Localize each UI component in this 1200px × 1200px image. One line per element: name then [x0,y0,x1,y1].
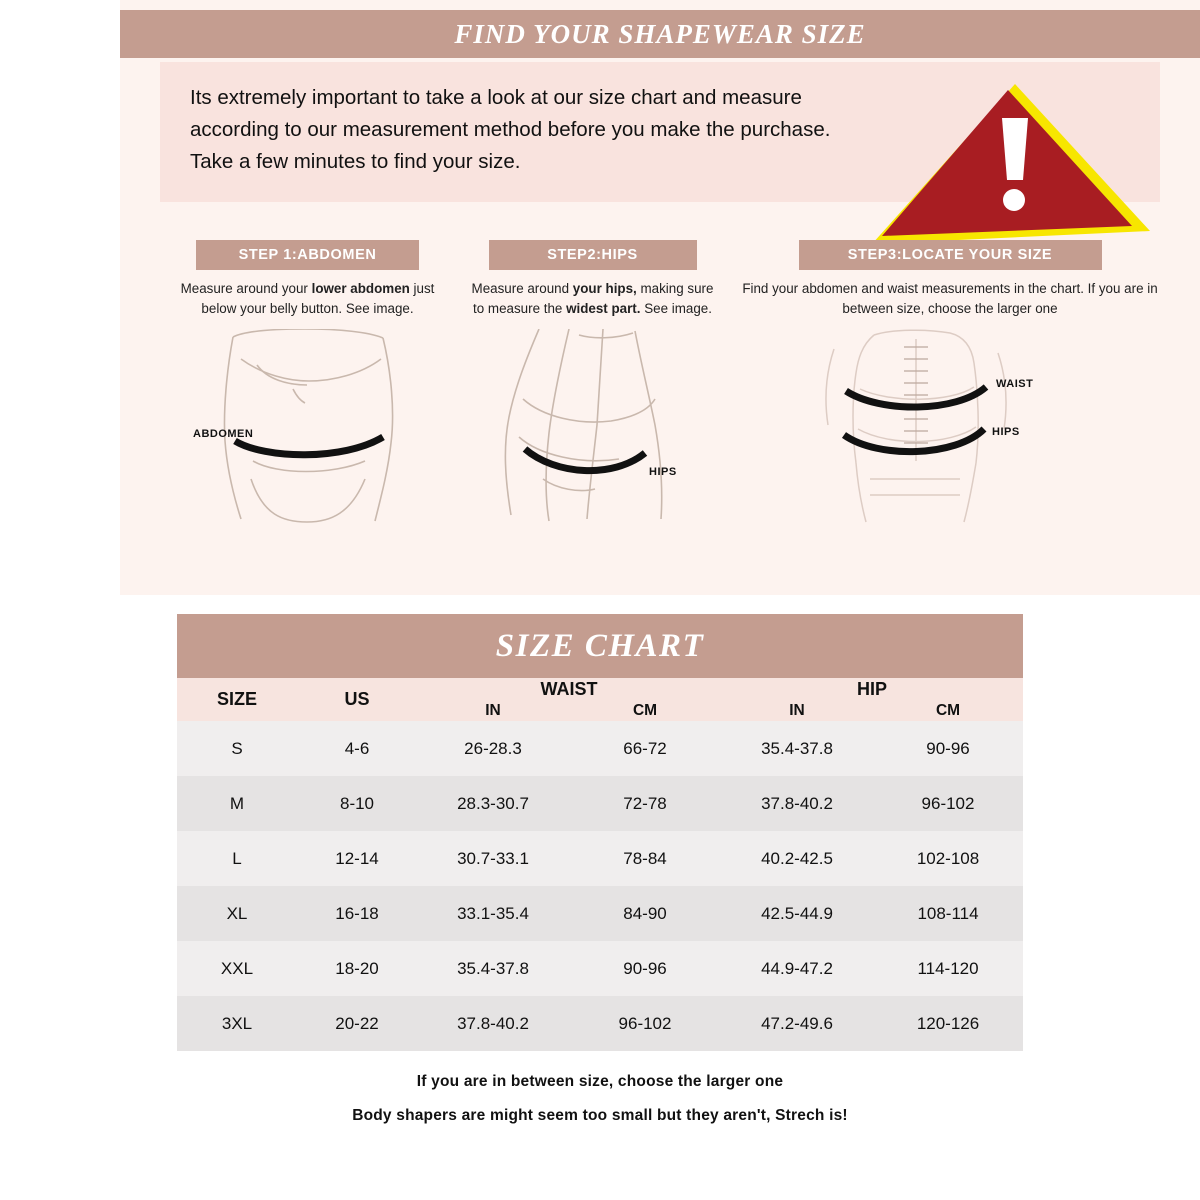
header-hip-cm: CM [873,701,1023,721]
cell-hip-in: 37.8-40.2 [721,776,873,831]
step-2-text-c: See image. [640,301,712,316]
table-row [177,941,1023,996]
step-3-heading: STEP3:LOCATE YOUR SIZE [799,240,1102,270]
cell-us: 4-6 [297,721,417,776]
size-chart-title-bar [177,614,1023,678]
cell-hip-in: 35.4-37.8 [721,721,873,776]
shapewear-body-illustration [800,329,1100,524]
step-3-figure-label-waist: WAIST [996,378,1034,390]
footnote-2: Body shapers are might seem too small but they aren't, Strech is! [352,1107,848,1124]
step-2-text-b: making sure to measure the [473,281,714,316]
torso-abdomen-illustration [193,329,423,524]
intro-box [160,62,1160,202]
size-chart-title: SIZE CHART [495,627,705,664]
header-waist: WAIST [417,678,721,701]
cell-us: 8-10 [297,776,417,831]
intro-text: Its extremely important to take a look at our size chart and measure according to our measurement method before you make the purchase. Take a few minutes to find your size. [190,86,831,173]
step-1-figure-label: ABDOMEN [192,428,253,440]
cell-size: XXL [177,941,297,996]
step-1 [170,240,445,524]
steps-section [160,240,1160,580]
cell-hip-cm: 120-126 [873,996,1023,1051]
cell-waist-in: 37.8-40.2 [417,996,569,1051]
cell-waist-cm: 90-96 [569,941,721,996]
cell-us: 16-18 [297,886,417,941]
step-2-figure-label: HIPS [648,466,677,478]
header-size: SIZE [177,678,297,721]
cell-hip-in: 47.2-49.6 [721,996,873,1051]
header-hip: HIP [721,678,1023,701]
cell-waist-in: 35.4-37.8 [417,941,569,996]
cell-waist-cm: 72-78 [569,776,721,831]
step-1-figure [170,329,445,524]
step-2-text-a: Measure around [471,281,573,296]
step-2-figure [465,329,720,524]
step-1-text-bold: lower abdomen [311,281,410,296]
cell-waist-in: 30.7-33.1 [417,831,569,886]
table-row [177,776,1023,831]
header-waist-in: IN [417,701,569,721]
cell-hip-cm: 108-114 [873,886,1023,941]
cell-waist-in: 33.1-35.4 [417,886,569,941]
cell-us: 18-20 [297,941,417,996]
header-waist-cm: CM [569,701,721,721]
step-2-text-bold-1: your hips, [572,281,637,296]
table-row [177,886,1023,941]
cell-hip-cm: 96-102 [873,776,1023,831]
step-1-text-a: Measure around your [180,281,312,296]
step-1-heading: STEP 1:ABDOMEN [196,240,419,270]
top-panel [120,0,1200,595]
cell-hip-in: 42.5-44.9 [721,886,873,941]
page-title: FIND YOUR SHAPEWEAR SIZE [454,18,866,49]
size-chart-table [177,678,1023,1051]
table-row [177,831,1023,886]
step-2 [465,240,720,524]
footnote-1: If you are in between size, choose the larger one [416,1073,784,1090]
cell-size: 3XL [177,996,297,1051]
cell-hip-in: 40.2-42.5 [721,831,873,886]
step-2-heading: STEP2:HIPS [489,240,697,270]
cell-waist-in: 28.3-30.7 [417,776,569,831]
step-3-description: Find your abdomen and waist measurements in the chart. If you are in between size, choose the larger one [742,281,1158,316]
cell-hip-cm: 114-120 [873,941,1023,996]
step-2-description [465,279,720,319]
cell-size: M [177,776,297,831]
cell-size: S [177,721,297,776]
warning-triangle-icon [850,76,1150,246]
step-1-text-b: just below your belly button. See image. [201,281,435,316]
step-3-figure-label-hips: HIPS [992,426,1020,438]
cell-waist-cm: 96-102 [569,996,721,1051]
size-chart [177,614,1023,1141]
table-row [177,996,1023,1051]
header-us: US [297,678,417,721]
legs-hips-illustration [483,329,703,524]
cell-us: 12-14 [297,831,417,886]
cell-hip-in: 44.9-47.2 [721,941,873,996]
cell-waist-in: 26-28.3 [417,721,569,776]
cell-size: L [177,831,297,886]
step-3 [740,240,1160,524]
cell-hip-cm: 102-108 [873,831,1023,886]
page-title-bar [120,10,1200,58]
header-hip-in: IN [721,701,873,721]
cell-waist-cm: 78-84 [569,831,721,886]
step-1-description [170,279,445,319]
footnotes [177,1073,1023,1125]
cell-waist-cm: 66-72 [569,721,721,776]
table-header-row-groups [177,678,1023,701]
cell-hip-cm: 90-96 [873,721,1023,776]
cell-us: 20-22 [297,996,417,1051]
step-3-figure [740,329,1160,524]
cell-size: XL [177,886,297,941]
cell-waist-cm: 84-90 [569,886,721,941]
table-row [177,721,1023,776]
step-2-text-bold-2: widest part. [566,301,641,316]
